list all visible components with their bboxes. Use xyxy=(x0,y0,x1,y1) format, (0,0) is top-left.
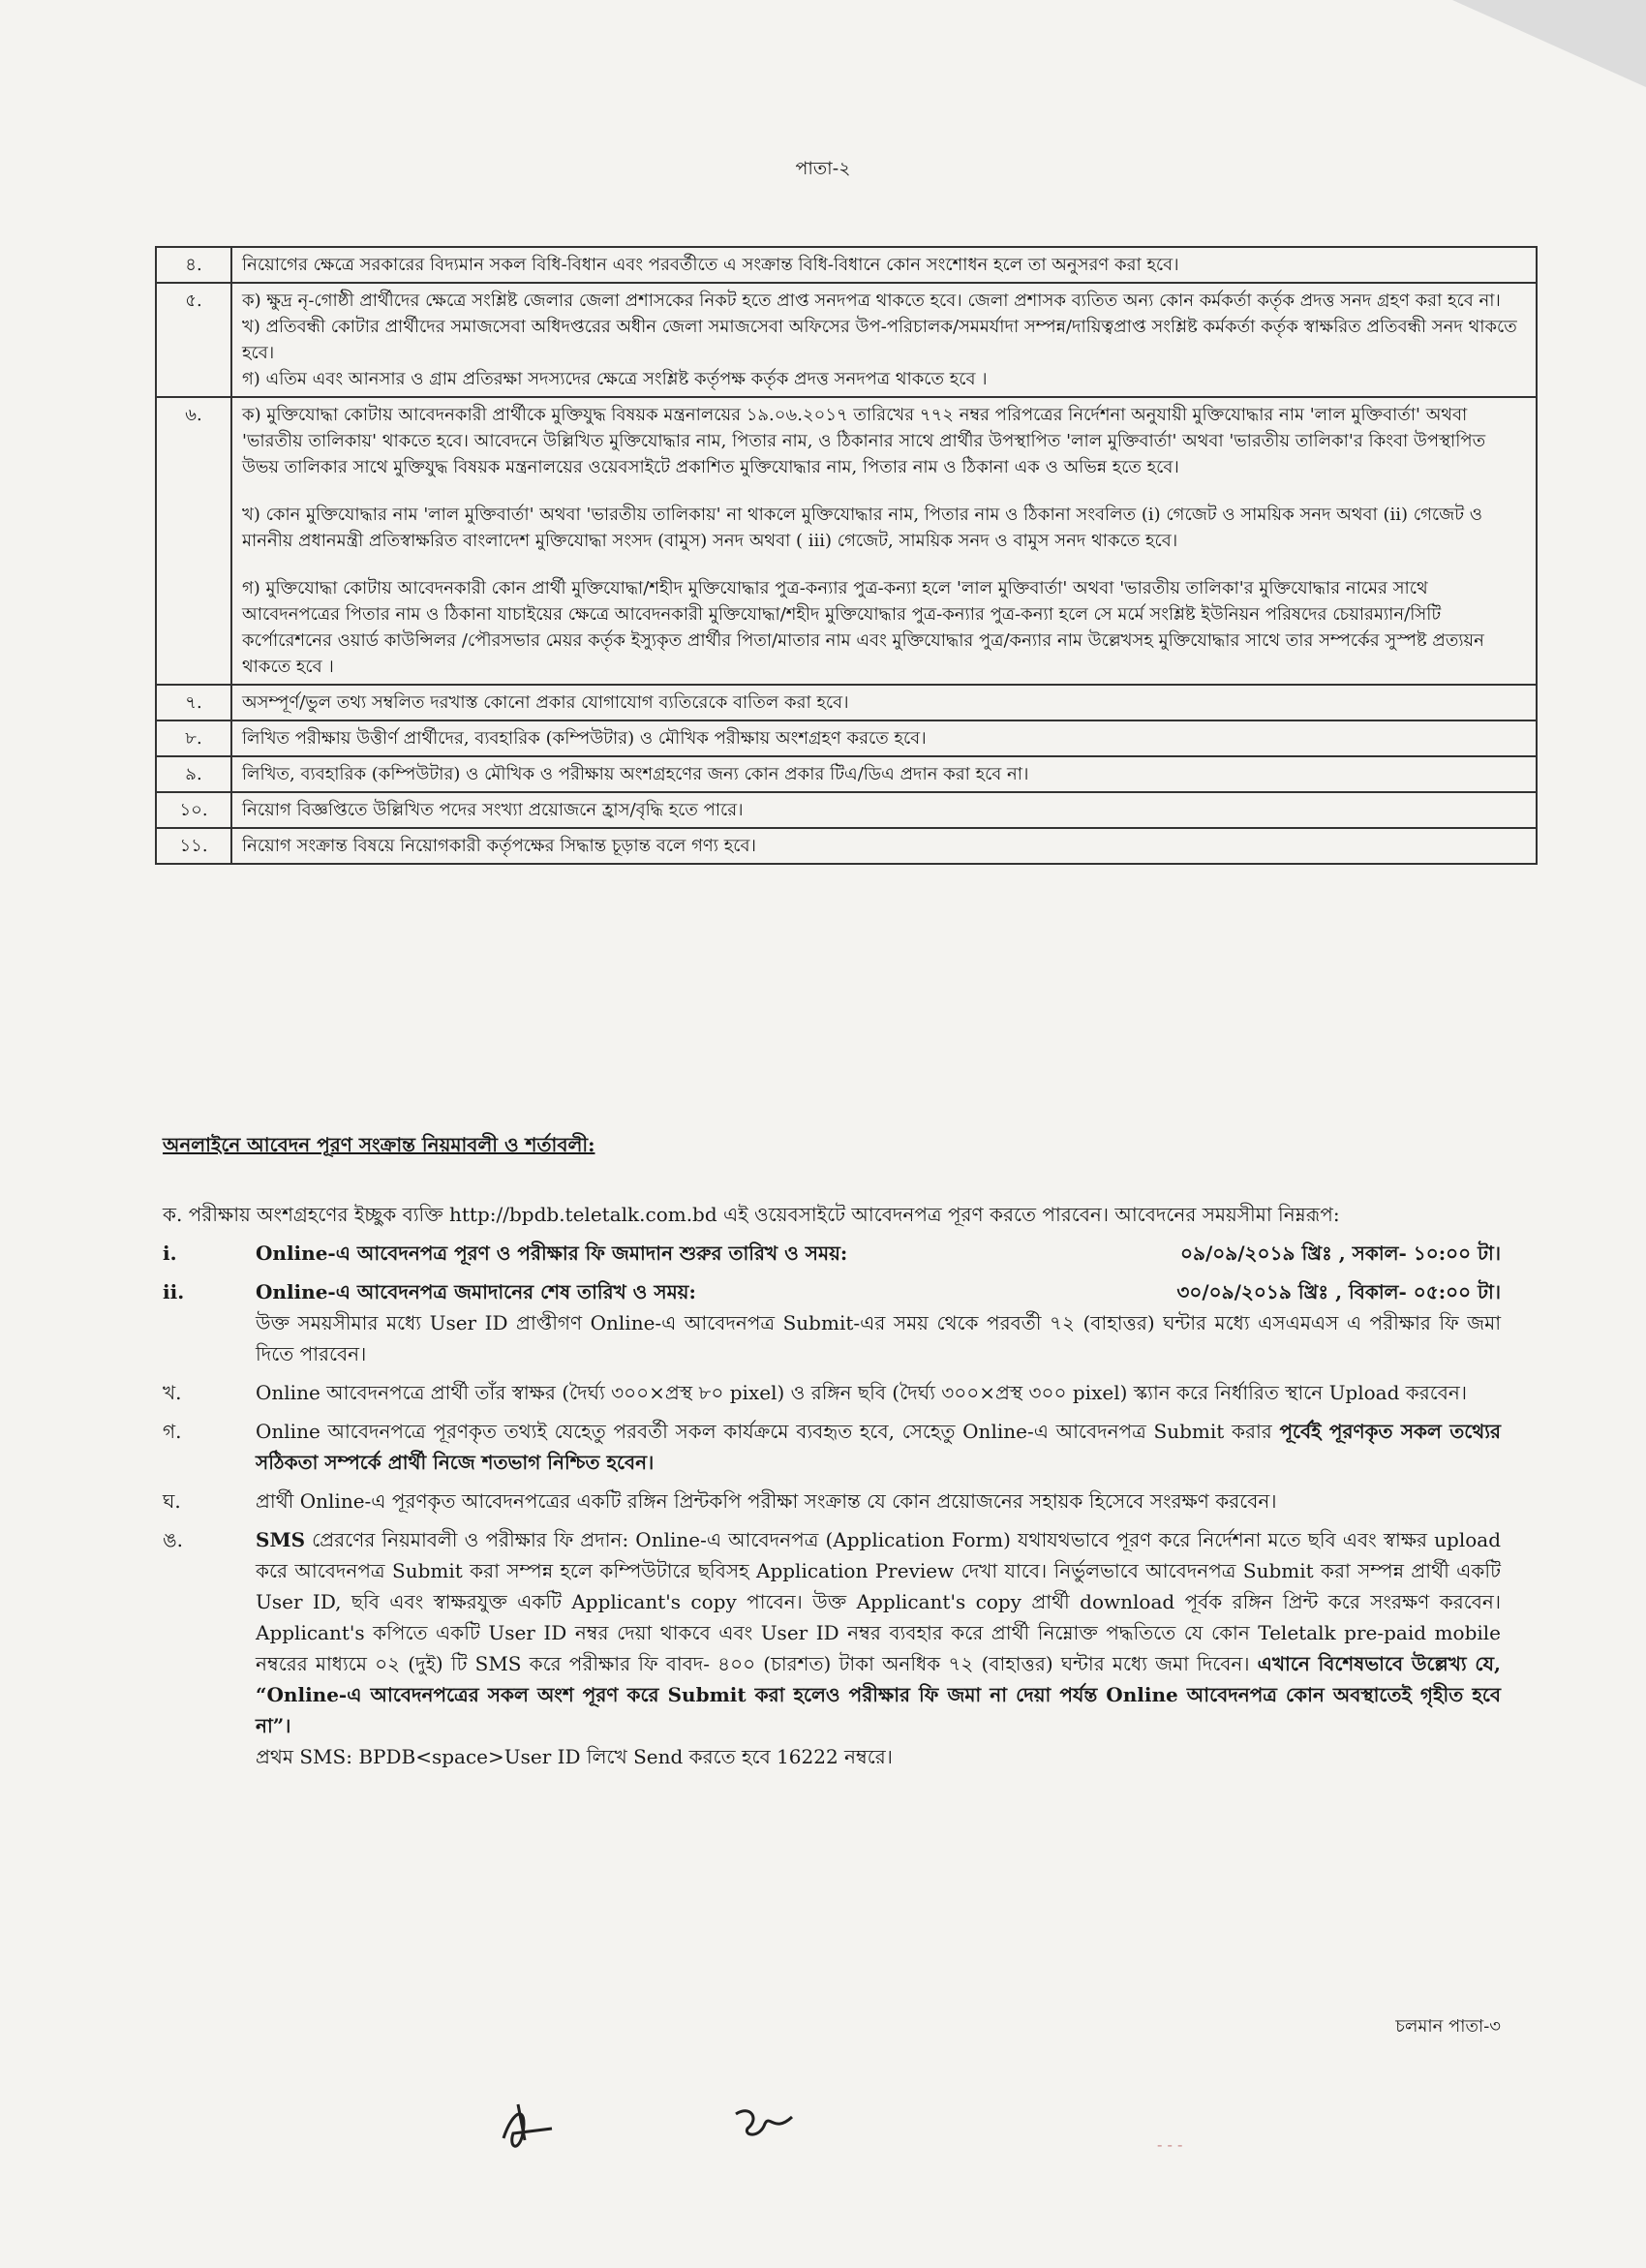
signature-1 xyxy=(503,2114,552,2146)
rule-text xyxy=(231,685,1537,720)
item-uo-text: প্রেরণের নিয়মাবলী ও পরীক্ষার ফি প্রদান: Online-এ আবেদনপত্র (Application Form) যথাযথভাবে পূরণ করে নির্দেশনা মতে ছবি এবং স্বাক্ষর upload করে আবেদনপত্র Submit করা সম্পন্ন হলে কম্পিউটারে ছবিসহ Application Preview দেখা যাবে। নির্ভুলভাবে আবেদনপত্র Submit করা সম্পন্ন প্রার্থী একটি User ID, ছবি এবং স্বাক্ষরযুক্ত একটি Applicant's copy পাবেন। উক্ত Applicant's copy প্রার্থী download পূর্বক রঙ্গিন প্রিন্ট করে সংরক্ষণ করবেন। Applicant's কপিতে একটি User ID নম্বর দেয়া থাকবে এবং User ID নম্বর ব্যবহার করে প্রার্থী নিম্নোক্ত পদ্ধতিতে যে কোন Teletalk pre-paid mobile নম্বরের মাধ্যমে ০২ (দুই) টি SMS করে পরীক্ষার ফি বাবদ- ৪০০ (চারশত) টাকা অনধিক ৭২ (বাহাত্তর) ঘন্টার মধ্যে জমা দিবেন। xyxy=(256,1528,1501,1675)
rule-row xyxy=(156,685,1537,720)
rule-paragraph: লিখিত পরীক্ষায় উত্তীর্ণ প্রার্থীদের, ব্যবহারিক (কম্পিউটার) ও মৌখিক পরীক্ষায় অংশগ্রহণ করতে হবে। xyxy=(242,728,927,749)
rule-paragraph: খ) প্রতিবন্ধী কোটার প্রার্থীদের সমাজসেবা অধিদপ্তরের অধীন জেলা সমাজসেবা অফিসের উপ-পরিচালক/সমমর্যাদা সম্পন্ন/দায়িত্বপ্রাপ্ত সংশ্লিষ্ট কর্মকর্তা কর্তৃক স্বাক্ষরিত প্রতিবন্ধী সনদ থাকতে হবে। xyxy=(242,317,1517,363)
item-ii xyxy=(163,1276,1501,1369)
rule-text xyxy=(231,720,1537,756)
online-instructions xyxy=(163,1199,1501,1772)
item-uo xyxy=(163,1524,1501,1772)
item-ga xyxy=(163,1416,1501,1478)
rule-text xyxy=(231,247,1537,283)
rule-number: ৫. xyxy=(156,283,231,397)
rule-number: ৭. xyxy=(156,685,231,720)
rule-row xyxy=(156,828,1537,864)
rule-row xyxy=(156,756,1537,792)
rule-paragraph: নিয়োগের ক্ষেত্রে সরকারের বিদ্যমান সকল বিধি-বিধান এবং পরবর্তীতে এ সংক্রান্ত বিধি-বিধানে কোন সংশোধন হলে তা অনুসরণ করা হবে। xyxy=(242,255,1179,275)
item-i-mark: i. xyxy=(163,1241,177,1265)
page-number: পাতা-২ xyxy=(795,158,851,179)
sms-instruction: প্রথম SMS: BPDB<space>User ID লিখে Send করতে হবে 16222 নম্বরে। xyxy=(256,1745,893,1768)
rule-row xyxy=(156,283,1537,397)
rule-paragraph: লিখিত, ব্যবহারিক (কম্পিউটার) ও মৌখিক ও পরীক্ষায় অংশগ্রহণের জন্য কোন প্রকার টিএ/ডিএ প্রদান করা হবে না। xyxy=(242,764,1029,784)
rule-number: ১১. xyxy=(156,828,231,864)
rule-number: ৬. xyxy=(156,397,231,685)
rule-number: ৮. xyxy=(156,720,231,756)
rule-text xyxy=(231,756,1537,792)
rule-number: ৯. xyxy=(156,756,231,792)
end-date-value: ৩০/০৯/২০১৯ খ্রিঃ , বিকাল- ০৫:০০ টা। xyxy=(1176,1280,1501,1303)
item-ga-text: Online আবেদনপত্রে পূরণকৃত তথ্যই যেহেতু পরবর্তী সকল কার্যক্রমে ব্যবহৃত হবে, সেহেতু Online-এ আবেদনপত্র Submit করার xyxy=(256,1420,1272,1443)
rule-text xyxy=(231,283,1537,397)
rule-row xyxy=(156,397,1537,685)
signatures xyxy=(484,2080,871,2167)
ka-intro: ক. পরীক্ষায় অংশগ্রহণের ইচ্ছুক ব্যক্তি http://bpdb.teletalk.com.bd এই ওয়েবসাইটে আবেদনপত্র পূরণ করতে পারবেন। আবেদনের সময়সীমা নিম্নরূপ: xyxy=(163,1203,1340,1226)
rule-number: ১০. xyxy=(156,792,231,828)
rule-text xyxy=(231,397,1537,685)
rule-text xyxy=(231,792,1537,828)
rule-paragraph: গ) মুক্তিযোদ্ধা কোটায় আবেদনকারী কোন প্রার্থী মুক্তিযোদ্ধা/শহীদ মুক্তিযোদ্ধার পুত্র-কন্যার পুত্র-কন্যা হলে 'লাল মুক্তিবার্তা' অথবা 'ভারতীয় তালিকা'র মুক্তিযোদ্ধার নামের সাথে আবেদনপত্রের পিতার নাম ও ঠিকানা যাচাইয়ের ক্ষেত্রে আবেদনকারী মুক্তিযোদ্ধা/শহীদ মুক্তিযোদ্ধার পুত্র-কন্যার পুত্র-কন্যা হলে সে মর্মে সংশ্লিষ্ট ইউনিয়ন পরিষদের চেয়ারম্যান/সিটি কর্পোরেশনের ওয়ার্ড কাউন্সিলর /পৌরসভার মেয়র কর্তৃক ইস্যুকৃত প্রার্থীর পিতা/মাতার নাম এবং মুক্তিযোদ্ধার পুত্র/কন্যার নাম উল্লেখসহ মুক্তিযোদ্ধার সাথে তার সম্পর্কের সুস্পষ্ট প্রত্যয়ন থাকতে হবে । xyxy=(242,578,1484,677)
item-uo-bold: এখানে বিশেষভাবে উল্লেখ্য যে, “Online-এ আবেদনপত্রের সকল অংশ পূরণ করে Submit করা হলেও পরীক্ষার ফি জমা না দেয়া পর্যন্ত Online আবেদনপত্র কোন অবস্থাতেই গৃহীত হবে না”। xyxy=(256,1652,1502,1737)
rule-paragraph: গ) এতিম এবং আনসার ও গ্রাম প্রতিরক্ষা সদস্যদের ক্ষেত্রে সংশ্লিষ্ট কর্তৃপক্ষ কর্তৃক প্রদত্ত সনদপত্র থাকতে হবে । xyxy=(242,369,988,389)
item-ga-mark: গ. xyxy=(163,1420,182,1443)
page-fold xyxy=(1452,0,1646,87)
rule-paragraph: নিয়োগ বিজ্ঞপ্তিতে উল্লিখিত পদের সংখ্যা প্রয়োজনে হ্রাস/বৃদ্ধি হতে পারে। xyxy=(242,800,744,820)
item-gha-mark: ঘ. xyxy=(163,1489,181,1513)
item-kha-mark: খ. xyxy=(163,1381,182,1404)
rules-table xyxy=(155,246,1538,865)
item-kha-text: Online আবেদনপত্রে প্রার্থী তাঁর স্বাক্ষর (দৈর্ঘ্য ৩০০×প্রস্থ ৮০ pixel) ও রঙ্গিন ছবি (দৈর্ঘ্য ৩০০×প্রস্থ ৩০০ pixel) স্ক্যান করে নির্ধারিত স্থানে Upload করবেন। xyxy=(256,1381,1468,1404)
item-ii-mark: ii. xyxy=(163,1280,185,1303)
rule-paragraph: খ) কোন মুক্তিযোদ্ধার নাম 'লাল মুক্তিবার্তা' অথবা 'ভারতীয় তালিকায়' না থাকলে মুক্তিযোদ্ধার নাম, পিতার নাম ও ঠিকানা সংবলিত (i) গেজেট ও সাময়িক সনদ অথবা (ii) গেজেট ও মাননীয় প্রধানমন্ত্রী প্রতিস্বাক্ষরিত বাংলাদেশ মুক্তিযোদ্ধা সংসদ (বামুস) সনদ অথবা ( iii) গেজেট, সাময়িক সনদ ও বামুস সনদ থাকতে হবে। xyxy=(242,505,1482,551)
item-gha xyxy=(163,1486,1501,1517)
end-date-label: Online-এ আবেদনপত্র জমাদানের শেষ তারিখ ও সময়: xyxy=(256,1280,696,1303)
continue-note: চলমান পাতা-৩ xyxy=(1395,2016,1501,2037)
item-gha-text: প্রার্থী Online-এ পূরণকৃত আবেদনপত্রের একটি রঙ্গিন প্রিন্টকপি পরীক্ষা সংক্রান্ত যে কোন প্রয়োজনের সহায়ক হিসেবে সংরক্ষণ করবেন। xyxy=(256,1489,1277,1513)
rule-paragraph: ক) ক্ষুদ্র নৃ-গোষ্ঠী প্রার্থীদের ক্ষেত্রে সংশ্লিষ্ট জেলার জেলা প্রশাসকের নিকট হতে প্রাপ্ত সনদপত্র থাকতে হবে। জেলা প্রশাসক ব্যতিত অন্য কোন কর্মকর্তা কর্তৃক প্রদত্ত সনদ গ্রহণ করা হবে না। xyxy=(242,291,1501,311)
sms-label: SMS xyxy=(256,1528,306,1551)
rule-row xyxy=(156,247,1537,283)
rule-text xyxy=(231,828,1537,864)
rule-row xyxy=(156,792,1537,828)
signature-2 xyxy=(736,2111,792,2134)
item-kha xyxy=(163,1377,1501,1408)
start-date-label: Online-এ আবেদনপত্র পূরণ ও পরীক্ষার ফি জমাদান শুরুর তারিখ ও সময়: xyxy=(256,1241,848,1265)
ink-mark: - - - xyxy=(1157,2135,1183,2154)
start-date-value: ০৯/০৯/২০১৯ খ্রিঃ , সকাল- ১০:০০ টা। xyxy=(1179,1241,1501,1265)
item-i xyxy=(163,1238,1501,1269)
rule-row xyxy=(156,720,1537,756)
rule-paragraph: অসম্পূর্ণ/ভুল তথ্য সম্বলিত দরখাস্ত কোনো প্রকার যোগাযোগ ব্যতিরেকে বাতিল করা হবে। xyxy=(242,692,849,713)
item-ga-bold: পূর্বেই পূরণকৃত সকল তথ্যের সঠিকতা সম্পর্কে প্রার্থী নিজে শতভাগ নিশ্চিত হবেন। xyxy=(256,1420,1502,1474)
item-uo-mark: ঙ. xyxy=(163,1528,184,1551)
online-section-title: অনলাইনে আবেদন পূরণ সংক্রান্ত নিয়মাবলী ও শর্তাবলী: xyxy=(163,1133,595,1156)
rule-number: ৪. xyxy=(156,247,231,283)
item-ii-note: উক্ত সময়সীমার মধ্যে User ID প্রাপ্তীগণ Online-এ আবেদনপত্র Submit-এর সময় থেকে পরবর্তী ৭২ (বাহাত্তর) ঘন্টার মধ্যে এসএমএস এ পরীক্ষার ফি জমা দিতে পারবেন। xyxy=(256,1311,1501,1365)
rule-paragraph: ক) মুক্তিযোদ্ধা কোটায় আবেদনকারী প্রার্থীকে মুক্তিযুদ্ধ বিষয়ক মন্ত্রনালয়ের ১৯.০৬.২০১৭ তারিখের ৭৭২ নম্বর পরিপত্রের নির্দেশনা অনুযায়ী মুক্তিযোদ্ধার নাম 'লাল মুক্তিবার্তা' অথবা 'ভারতীয় তালিকায়' থাকতে হবে। আবেদনে উল্লিখিত মুক্তিযোদ্ধার নাম, পিতার নাম, ও ঠিকানার সাথে প্রার্থীর উপস্থাপিত 'লাল মুক্তিবার্তা' অথবা 'ভারতীয় তালিকা'র কিংবা উপস্থাপিত উভয় তালিকার সাথে মুক্তিযুদ্ধ বিষয়ক মন্ত্রনালয়ের ওয়েবসাইটে প্রকাশিত মুক্তিযোদ্ধার নাম, পিতার নাম ও ঠিকানা এক ও অভিন্ন হতে হবে। xyxy=(242,405,1486,477)
rule-paragraph: নিয়োগ সংক্রান্ত বিষয়ে নিয়োগকারী কর্তৃপক্ষের সিদ্ধান্ত চূড়ান্ত বলে গণ্য হবে। xyxy=(242,836,756,856)
